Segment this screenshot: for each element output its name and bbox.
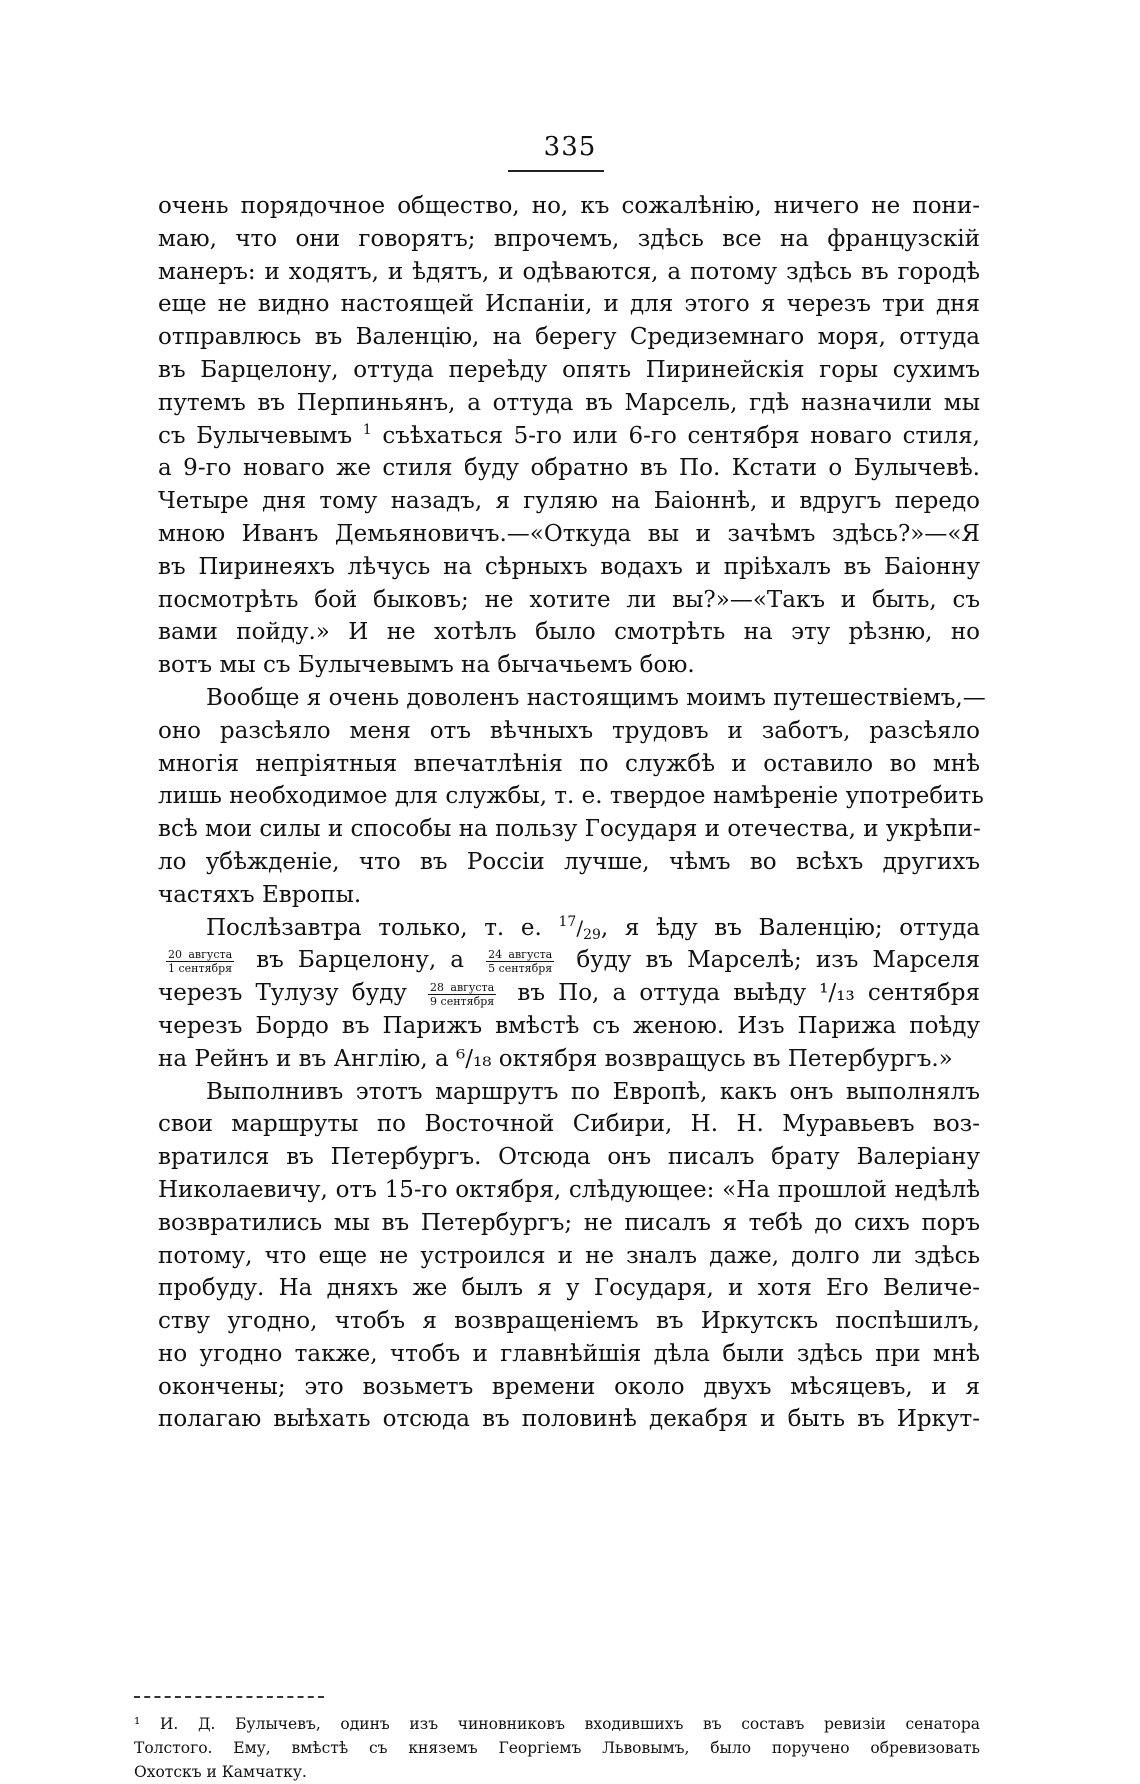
text-line: окончены; это возьметъ времени около двухъ мѣсяцевъ, и я <box>158 1373 980 1400</box>
text-segment: съ Булычевымъ <box>158 422 363 449</box>
text-line: мною Иванъ Демьяновичъ.—«Откуда вы и зачѣмъ здѣсь?»—«Я <box>158 520 980 547</box>
date-old-style: 20 августа <box>168 947 233 961</box>
text-line: частяхъ Европы. <box>158 881 362 908</box>
text-line: Четыре дня тому назадъ, я гуляю на Баіоннѣ, и вдругъ передо <box>158 488 980 515</box>
text-line: еще не видно настоящей Испаніи, и для этого я черезъ три дня <box>158 291 980 318</box>
text-line: полагаю выѣхать отсюда въ половинѣ декабря и быть въ Иркут- <box>158 1406 980 1433</box>
text-segment: , я ѣду въ Валенцію; оттуда <box>600 914 980 941</box>
text-line: но угодно также, чтобъ и главнѣйшія дѣла были здѣсь при мнѣ <box>158 1340 980 1367</box>
page-number-rule <box>508 170 604 172</box>
fraction-numerator: 17 <box>558 913 577 930</box>
text-line: свои маршруты по Восточной Сибири, Н. Н. Муравьевъ воз- <box>158 1111 980 1138</box>
footnote-line: Охотскъ и Камчатку. <box>134 1763 307 1781</box>
text-segment: буду въ Марселѣ; изъ Марселя <box>576 947 981 974</box>
text-line-footnote-ref <box>158 420 980 453</box>
text-line: возвратились мы въ Петербургъ; не писалъ я тебѣ до сихъ поръ <box>158 1209 980 1236</box>
text-line: въ Пиринеяхъ лѣчусь на сѣрныхъ водахъ и пріѣхалъ въ Баіонну <box>158 553 980 580</box>
text-line: пробуду. На дняхъ же былъ я у Государя, и хотя Его Величе- <box>158 1275 980 1302</box>
text-segment: черезъ Тулузу буду <box>158 980 407 1007</box>
date-new-style: 5 сентября <box>488 961 553 975</box>
text-line: Вообще я очень доволенъ настоящимъ моимъ путешествіемъ,— <box>206 684 986 711</box>
text-line: оно разсѣяло меня отъ вѣчныхъ трудовъ и заботъ, разсѣяло <box>158 717 980 744</box>
text-segment: съѣхаться 5-го или 6-го сентября новаго стиля, <box>371 422 980 449</box>
footnote-marker: 1 <box>362 421 372 438</box>
text-line: всѣ мои силы и способы на пользу Государя и отечества, и укрѣпи- <box>158 816 981 843</box>
text-line: черезъ Бордо въ Парижъ вмѣстѣ съ женою. Изъ Парижа поѣду <box>158 1012 980 1039</box>
text-line: ло убѣжденіе, что въ Россіи лучше, чѣмъ во всѣхъ другихъ <box>158 848 980 875</box>
text-segment: въ По, а оттуда выѣду ¹/₁₃ сентября <box>517 980 981 1007</box>
text-line: манеръ: и ходятъ, и ѣдятъ, и одѣваются, а потому здѣсь въ городѣ <box>158 258 980 285</box>
text-line: вотъ мы съ Булычевымъ на бычачьемъ бою. <box>158 652 695 679</box>
text-line-dual-dates <box>158 977 980 1010</box>
text-line-date-fraction <box>158 912 980 945</box>
date-new-style: 9 сентября <box>430 994 495 1008</box>
dual-date <box>428 982 496 1007</box>
footnote-line: ¹ И. Д. Булычевъ, одинъ изъ чиновниковъ входившихъ въ составъ ревизіи сенатора <box>134 1715 980 1733</box>
text-segment: Послѣзавтра только, т. е. <box>206 914 559 941</box>
text-line: многія непріятныя впечатлѣнія по службѣ и оставило во мнѣ <box>158 750 980 777</box>
text-line-dual-dates <box>158 944 980 977</box>
text-line: путемъ въ Перпиньянъ, а оттуда въ Марсель, гдѣ назначили мы <box>158 389 980 416</box>
text-line: на Рейнъ и въ Англію, а ⁶/₁₈ октября возвращусь въ Петербургъ.» <box>158 1045 953 1072</box>
text-line: въ Барцелону, оттуда переѣду опять Пиринейскія горы сухимъ <box>158 356 980 383</box>
text-line: вами пойду.» И не хотѣлъ было смотрѣть на эту рѣзню, но <box>158 619 980 646</box>
date-new-style: 1 сентября <box>168 961 233 975</box>
text-segment: въ Барцелону, а <box>256 947 465 974</box>
date-old-style: 24 августа <box>488 947 553 961</box>
text-line: очень порядочное общество, но, къ сожалѣнію, ничего не пони- <box>158 193 980 219</box>
footnote-separator <box>134 1696 324 1698</box>
text-line: вратился въ Петербургъ. Отсюда онъ писалъ брату Валеріану <box>158 1144 980 1171</box>
fraction-slash: / <box>576 915 584 940</box>
text-line: а 9-го новаго же стиля буду обратно въ По. Кстати о Булычевѣ. <box>158 455 980 482</box>
text-line: лишь необходимое для службы, т. е. твердое намѣреніе употребить <box>158 783 984 810</box>
footnote <box>134 1712 980 1784</box>
text-line: маю, что они говорятъ; впрочемъ, здѣсь все на французскій <box>158 225 980 252</box>
text-line: отправлюсь въ Валенцію, на берегу Средиземнаго моря, оттуда <box>158 324 980 351</box>
fraction-denominator: 29 <box>583 926 601 943</box>
text-line: ству угодно, чтобъ я возвращеніемъ въ Иркутскъ поспѣшилъ, <box>158 1308 980 1335</box>
text-line: Выполнивъ этотъ маршрутъ по Европѣ, какъ онъ выполнялъ <box>206 1078 980 1105</box>
footnote-line: Толстого. Ему, вмѣстѣ съ княземъ Георгіемъ Львовымъ, было поручено обревизовать <box>134 1739 980 1757</box>
text-line: посмотрѣть бой быковъ; не хотите ли вы?»—«Такъ и быть, съ <box>158 586 980 613</box>
date-old-style: 28 августа <box>430 980 495 994</box>
text-line: потому, что еще не устроился и не зналъ даже, долго ли здѣсь <box>158 1242 980 1269</box>
page-number: 335 <box>543 132 597 162</box>
dual-date <box>486 949 554 974</box>
body-text <box>158 190 986 1436</box>
dual-date <box>166 949 234 974</box>
text-line: Николаевичу, отъ 15-го октября, слѣдующее: «На прошлой недѣлѣ <box>158 1176 980 1203</box>
